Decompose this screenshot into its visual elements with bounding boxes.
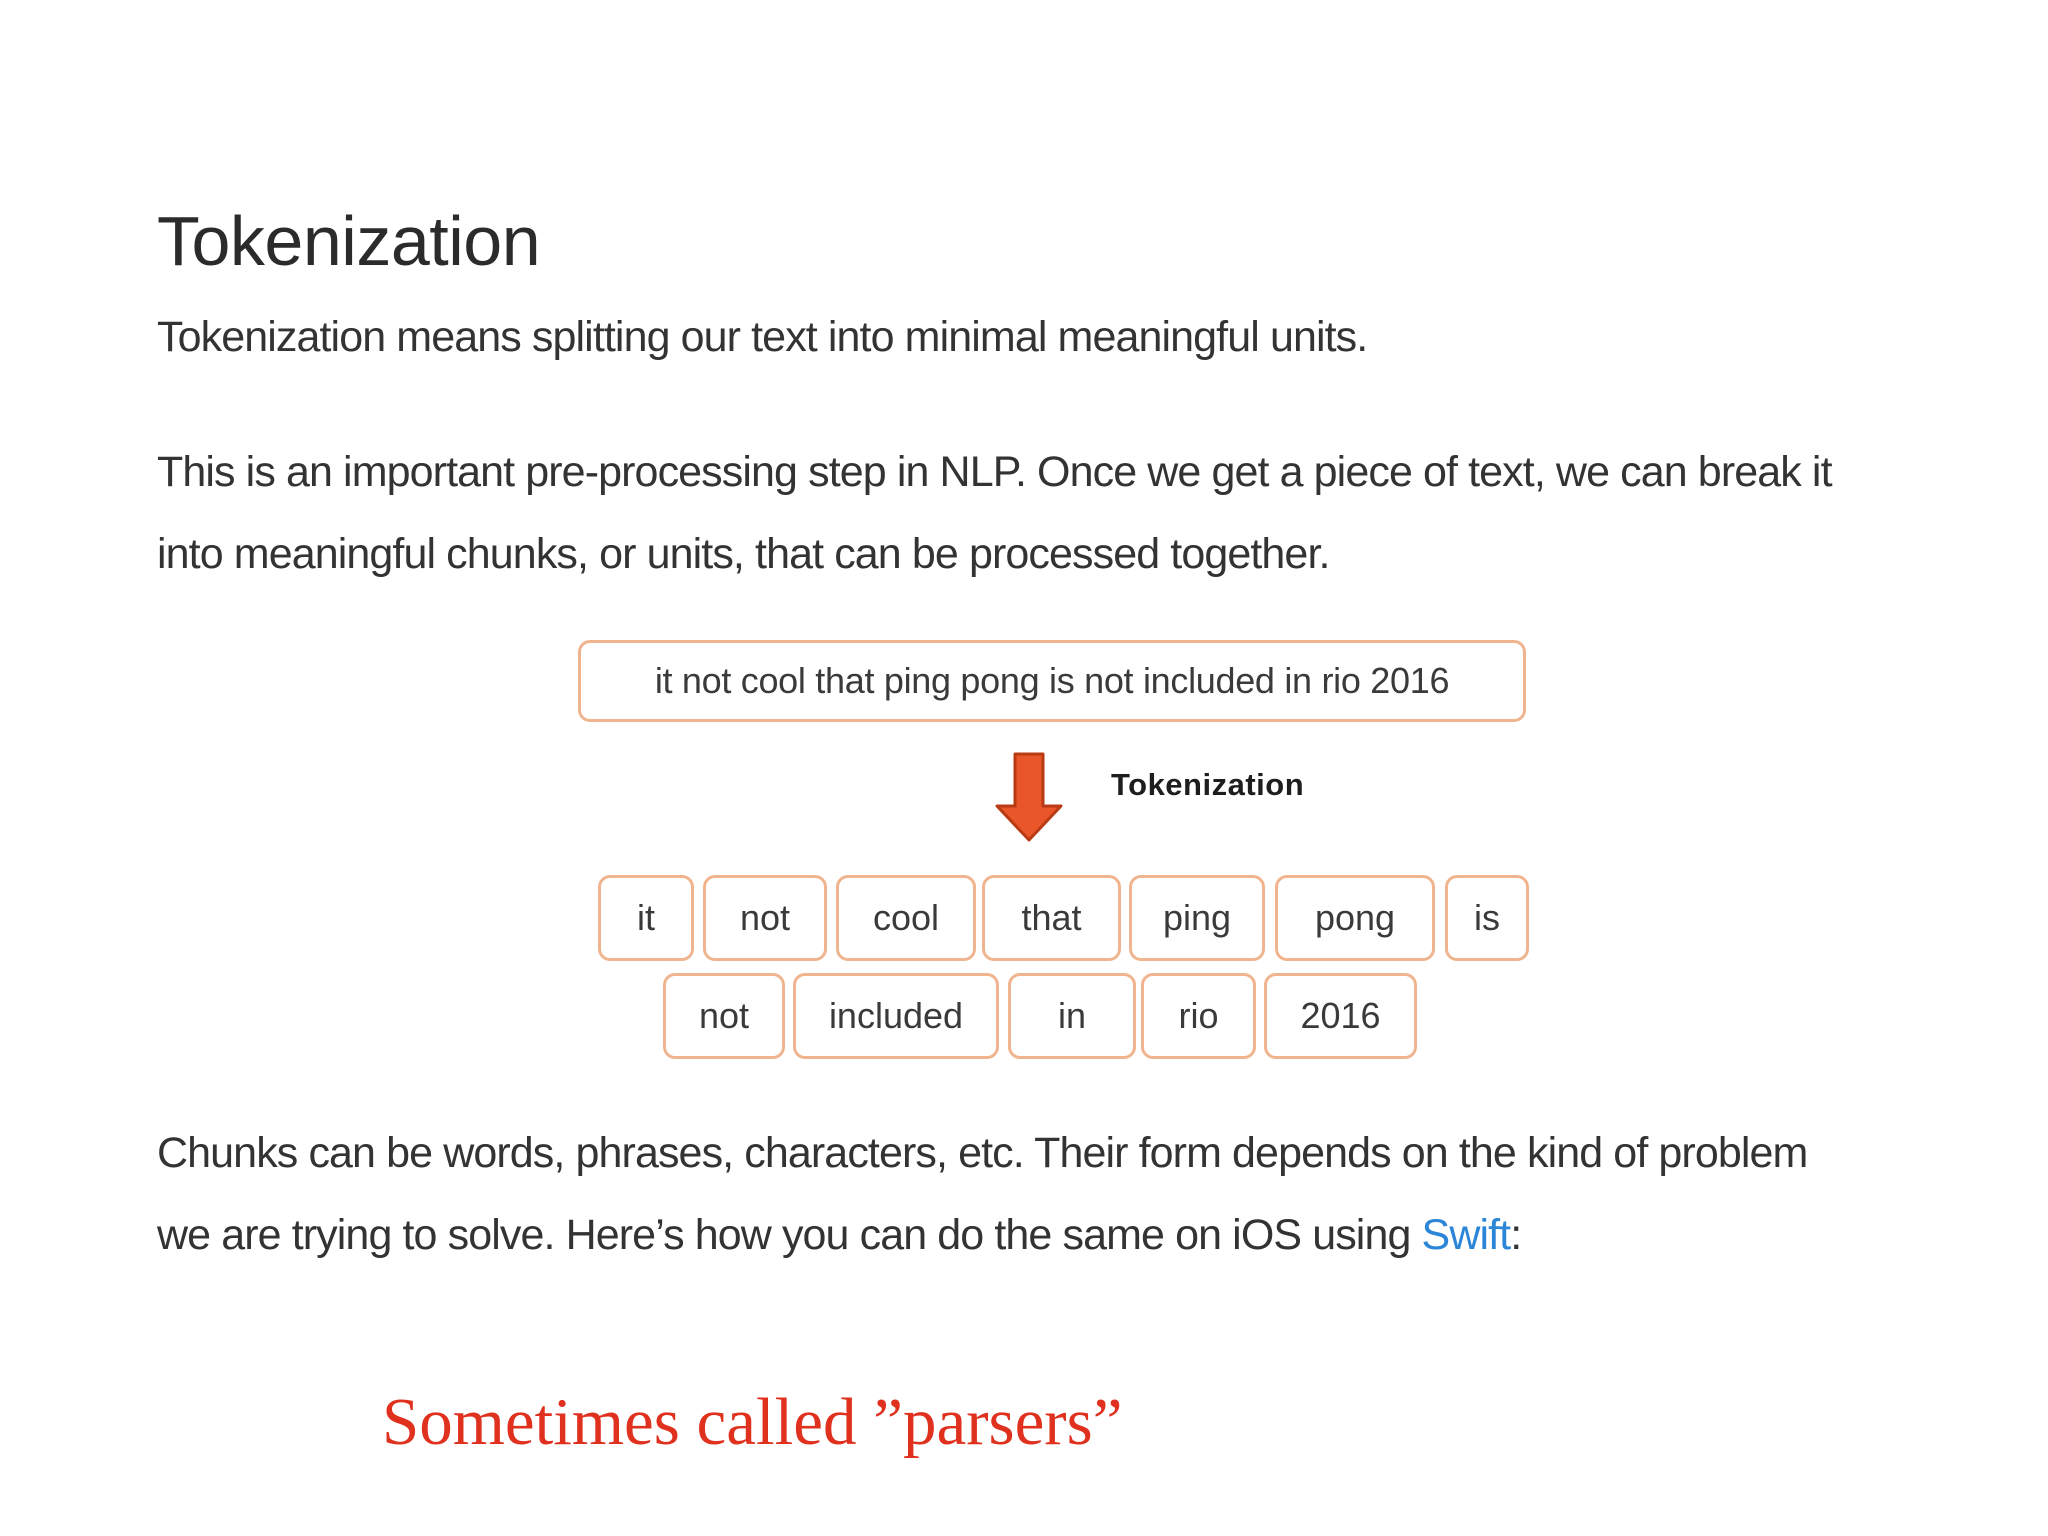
token-box: not (663, 973, 785, 1059)
preprocessing-line-1: This is an important pre-processing step in NLP. Once we get a piece of text, we can break it (157, 448, 1832, 496)
chunks-line-2 (157, 1194, 1937, 1276)
input-sentence-box (578, 640, 1526, 722)
page-title: Tokenization (157, 202, 541, 280)
down-arrow-icon (993, 752, 1065, 844)
token-box: cool (836, 875, 976, 961)
definition-paragraph: Tokenization means splitting our text into minimal meaningful units. (157, 313, 1368, 361)
token-box: pong (1275, 875, 1435, 961)
preprocessing-paragraph (157, 431, 1937, 595)
preprocessing-line-2: into meaningful chunks, or units, that can be processed together. (157, 530, 1330, 578)
parsers-note: Sometimes called ”parsers” (382, 1385, 1123, 1459)
token-box: included (793, 973, 999, 1059)
chunks-line-2-suffix: : (1510, 1211, 1522, 1259)
token-box: it (598, 875, 694, 961)
token-box: not (703, 875, 827, 961)
token-box: 2016 (1264, 973, 1417, 1059)
tokenization-label: Tokenization (1111, 767, 1305, 802)
token-box: that (982, 875, 1121, 961)
token-box: rio (1141, 973, 1256, 1059)
chunks-paragraph (157, 1112, 1937, 1276)
swift-link[interactable]: Swift (1421, 1211, 1511, 1259)
input-sentence-text: it not cool that ping pong is not included in rio 2016 (654, 660, 1450, 701)
chunks-line-1: Chunks can be words, phrases, characters, etc. Their form depends on the kind of problem (157, 1129, 1808, 1177)
token-box: ping (1129, 875, 1265, 961)
chunks-line-2-text: we are trying to solve. Here’s how you can do the same on iOS using (157, 1211, 1422, 1259)
token-box: in (1008, 973, 1136, 1059)
token-box: is (1445, 875, 1529, 961)
